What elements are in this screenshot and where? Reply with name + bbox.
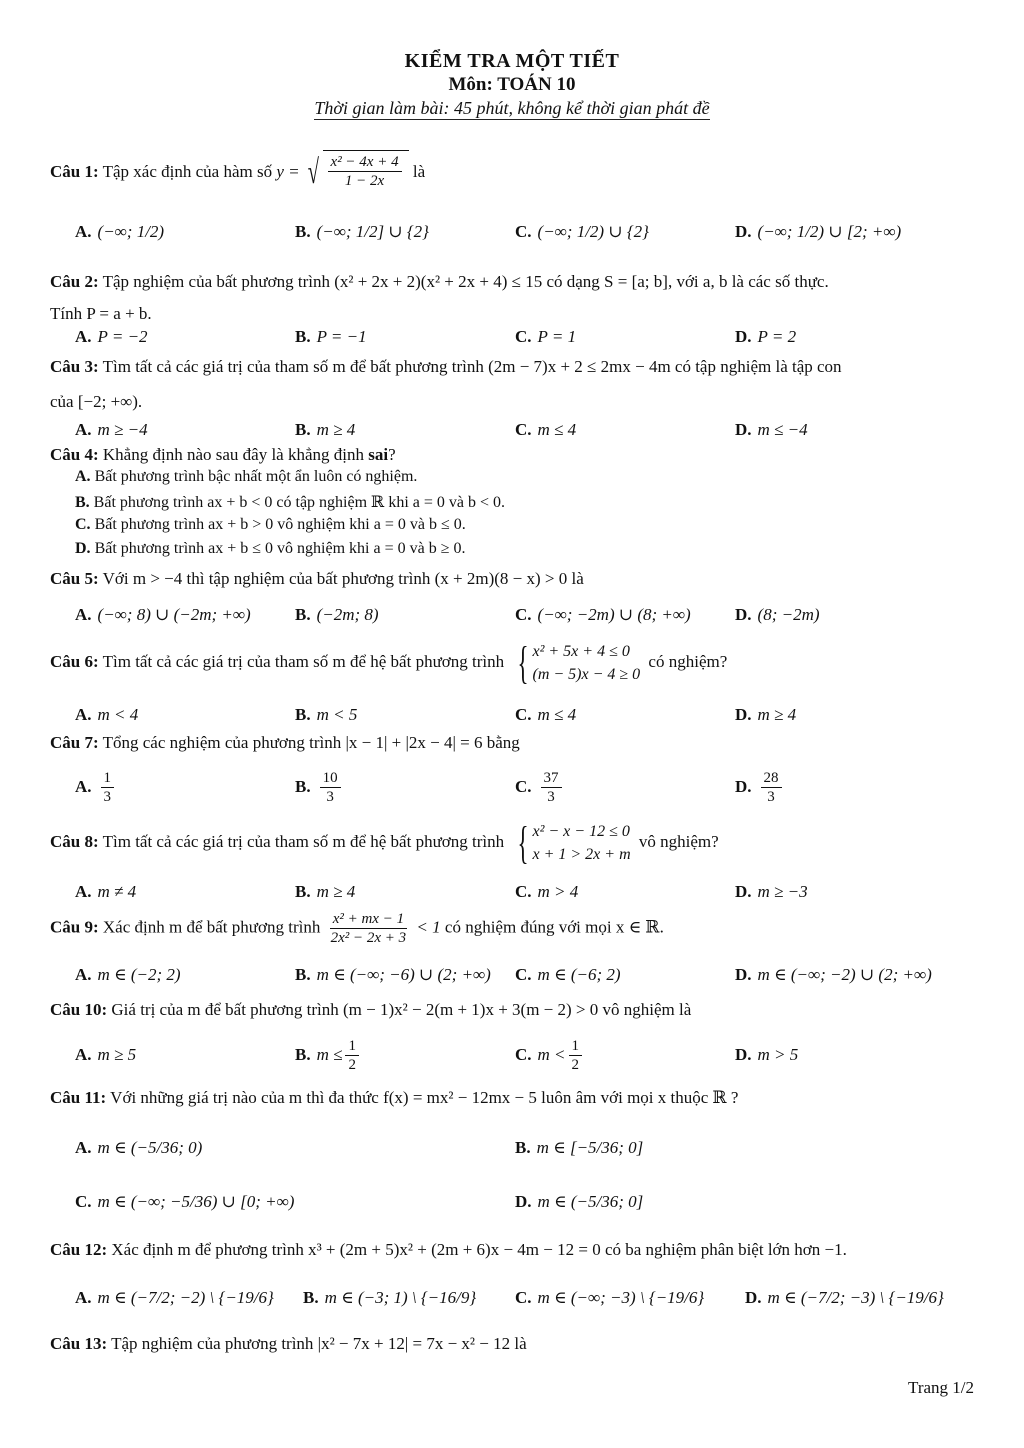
option-b[interactable]: B. m < 5 [295,705,358,724]
q3-options [75,415,985,445]
option-c[interactable]: C. m ≤ 4 [515,705,577,724]
question-label: Câu 8: [50,831,99,851]
question-text: Tính P = a + b. [50,304,152,323]
question-text: Với những giá trị nào của m thì đa thức f(x) = mx² − 12mx − 5 luôn âm với mọi x thuộc ℝ ? [110,1088,739,1107]
question-tail: vô nghiệm? [638,831,719,851]
q9-options [75,960,985,990]
question-2 [50,270,980,294]
option-d[interactable]: D. m ≥ −3 [735,882,808,901]
statement-a[interactable]: A. Bất phương trình bậc nhất một ẩn luôn có nghiệm. [75,468,418,485]
option-c[interactable]: C. m < $\frac{1}{2}$ [515,1030,585,1080]
option-b[interactable]: B. (−∞; 1/2] ∪ {2} [295,222,429,241]
option-a[interactable]: A. m ∈ (−2; 2) [75,965,181,984]
option-d[interactable]: D. (8; −2m) [735,605,820,624]
question-label: Câu 4: [50,445,99,464]
question-5 [50,567,980,591]
question-12 [50,1238,980,1262]
q1-options [75,212,985,252]
option-d[interactable]: D. P = 2 [735,327,797,346]
question-11 [50,1086,980,1110]
q11-options-row1 [75,1124,985,1172]
option-a[interactable]: A. m ≥ 5 [75,1045,137,1064]
question-label: Câu 9: [50,917,99,937]
exam-title: KIỂM TRA MỘT TIẾT [404,50,620,72]
option-b[interactable]: B. m ∈ (−∞; −6) ∪ (2; +∞) [295,965,491,984]
question-text: Tập nghiệm của phương trình |x² − 7x + 12| = 7x − x² − 12 là [111,1334,527,1353]
question-emphasis: sai [368,445,389,464]
time-note-text: Thời gian làm bài: 45 phút, không kể thời gian phát đề [314,98,710,118]
option-c[interactable]: C. P = 1 [515,327,577,346]
option-c[interactable]: C. m ∈ (−∞; −3) \ {−19/6} [515,1288,705,1307]
question-text: Tập nghiệm của bất phương trình (x² + 2x + 2)(x² + 2x + 4) ≤ 15 có dạng S = [a; b], với a, b là các số thực. [102,272,829,291]
option-c[interactable]: C. m ≤ 4 [515,420,577,439]
exam-subject: Môn: TOÁN 10 [448,74,576,95]
question-text: Với m > −4 thì tập nghiệm của bất phương trình (x + 2m)(8 − x) > 0 là [102,569,584,588]
page-number: Trang 1/2 [908,1378,974,1397]
question-tail: có nghiệm? [648,651,728,671]
option-c[interactable]: C. (−∞; 1/2) ∪ {2} [515,222,649,241]
q2-options [75,322,985,352]
option-a[interactable]: A. m ∈ (−7/2; −2) \ {−19/6} [75,1288,274,1307]
q12-options [75,1276,985,1320]
func-lhs: y = [276,161,300,181]
option-d[interactable]: D. m ≤ −4 [735,420,808,439]
option-b[interactable]: B. P = −1 [295,327,367,346]
option-a[interactable]: A. (−∞; 8) ∪ (−2m; +∞) [75,605,251,624]
option-d[interactable]: D. $\frac{28}{3}$ [735,760,785,814]
question-label: Câu 5: [50,569,99,588]
question-text: Tìm tất cả các giá trị của tham số m để bất phương trình (2m − 7)x + 2 ≤ 2mx − 4m có tập nghiệm là tập con [102,357,842,376]
exam-time-note [0,98,1024,119]
option-c[interactable]: C. m ∈ (−∞; −5/36) ∪ [0; +∞) [75,1192,295,1211]
question-label: Câu 11: [50,1088,107,1107]
inequality-system: { x² − x − 12 ≤ 0 x + 1 > 2x + m [517,817,631,868]
option-c[interactable]: C. m ∈ (−6; 2) [515,965,621,984]
question-4: Câu 4: Khẳng định nào sau đây là khẳng định sai? [50,445,396,464]
option-a[interactable]: A. $\frac{1}{3}$ [75,760,117,814]
option-a[interactable]: A. P = −2 [75,327,148,346]
question-text: Tìm tất cả các giá trị của tham số m để hệ bất phương trình [102,651,505,671]
question-text: Xác định m để phương trình x³ + (2m + 5)x² + (2m + 6)x − 4m − 12 = 0 có ba nghiệm phân biệt lớn hơn −1. [111,1240,847,1259]
question-6 [50,637,980,688]
option-d[interactable]: D. m ≥ 4 [735,705,797,724]
q10-options [75,1030,985,1080]
fraction-denominator: 1 − 2x [344,173,385,189]
question-label: Câu 1: [50,161,99,181]
question-text: Tìm tất cả các giá trị của tham số m để hệ bất phương trình [102,831,505,851]
option-d[interactable]: D. m ∈ (−7/2; −3) \ {−19/6} [745,1288,944,1307]
option-b[interactable]: B. m ≥ 4 [295,882,356,901]
q6-options [75,700,985,730]
question-7 [50,731,980,755]
question-label: Câu 12: [50,1240,108,1259]
option-b[interactable]: B. $\frac{10}{3}$ [295,760,344,814]
fraction-numerator: x² + mx − 1 [330,910,407,929]
option-d[interactable]: D. m ∈ (−∞; −2) ∪ (2; +∞) [735,965,932,984]
question-3 [50,355,980,379]
option-b[interactable]: B. m ≤ $\frac{1}{2}$ [295,1030,362,1080]
question-label: Câu 6: [50,651,99,671]
statement-d[interactable]: D. Bất phương trình ax + b ≤ 0 vô nghiệm khi a = 0 và b ≥ 0. [75,540,466,557]
option-c[interactable]: C. (−∞; −2m) ∪ (8; +∞) [515,605,691,624]
question-label: Câu 2: [50,272,99,291]
question-1 [50,150,980,196]
q5-options [75,598,985,632]
statement-c[interactable]: C. Bất phương trình ax + b > 0 vô nghiệm khi a = 0 và b ≤ 0. [75,516,466,533]
question-text: Tổng các nghiệm của phương trình |x − 1| + |2x − 4| = 6 bằng [102,733,520,752]
question-text: Khẳng định nào sau đây là khẳng định [102,445,364,464]
option-c[interactable]: C. $\frac{37}{3}$ [515,760,565,814]
q7-options [75,760,985,814]
question-label: Câu 10: [50,1000,108,1019]
question-tail: có nghiệm đúng với mọi x ∈ ℝ. [444,917,664,937]
option-b[interactable]: B. m ∈ (−3; 1) \ {−16/9} [303,1288,477,1307]
option-a[interactable]: A. m ≠ 4 [75,882,137,901]
option-d[interactable]: D. (−∞; 1/2) ∪ [2; +∞) [735,222,902,241]
q8-options [75,877,985,907]
inequality-system: { x² + 5x + 4 ≤ 0 (m − 5)x − 4 ≥ 0 [517,637,641,688]
question-text: Tập xác định của hàm số [102,161,273,181]
option-b[interactable]: B. m ≥ 4 [295,420,356,439]
option-a[interactable]: A. (−∞; 1/2) [75,222,165,241]
question-text: Giá trị của m để bất phương trình (m − 1)x² − 2(m + 1)x + 3(m − 2) > 0 vô nghiệm là [111,1000,692,1019]
option-c[interactable]: C. m > 4 [515,882,579,901]
question-label: Câu 13: [50,1334,108,1353]
option-b[interactable]: B. (−2m; 8) [295,605,379,624]
statement-b[interactable]: B. Bất phương trình ax + b < 0 có tập nghiệm ℝ khi a = 0 và b < 0. [75,494,506,511]
question-text: Xác định m để bất phương trình [102,917,321,937]
question-9: Câu 9: Xác định m để bất phương trình $\frac{\text{x² + mx − 1}}{\text{2x² − 2x + 3}}$ < 1 có nghiệm đúng với mọi x ∈ ℝ. [50,911,664,946]
option-d[interactable]: D. m ∈ (−5/36; 0] [515,1192,644,1211]
q11-options-row2 [75,1178,985,1226]
question-text: của [−2; +∞). [50,392,143,411]
option-a[interactable]: A. m < 4 [75,705,139,724]
option-a[interactable]: A. m ≥ −4 [75,420,148,439]
sqrt-expression: √ $\frac{\text{x² − 4x + 4}}{1 - 2x}$ [304,150,409,196]
option-b[interactable]: B. m ∈ [−5/36; 0] [515,1138,644,1157]
question-label: Câu 7: [50,733,99,752]
question-tail: là [412,161,426,181]
fraction-denominator: 2x² − 2x + 3 [330,930,407,946]
option-d[interactable]: D. m > 5 [735,1045,799,1064]
question-3-line2 [50,390,980,414]
question-10 [50,998,980,1022]
question-13 [50,1332,980,1356]
option-a[interactable]: A. m ∈ (−5/36; 0) [75,1138,203,1157]
question-8 [50,817,980,868]
question-label: Câu 3: [50,357,99,376]
fraction-numerator: x² − 4x + 4 [328,153,402,172]
